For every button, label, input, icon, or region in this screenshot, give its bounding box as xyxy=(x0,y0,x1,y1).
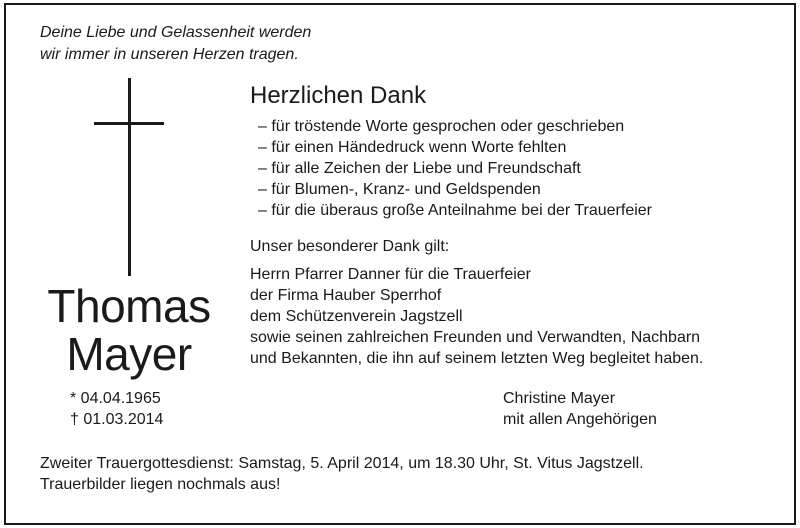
motto xyxy=(40,22,311,66)
life-dates xyxy=(70,388,163,430)
special-thanks-line: der Firma Hauber Sperrhof xyxy=(250,287,442,304)
birth-date: * 04.04.1965 xyxy=(70,390,161,407)
signature-line: mit allen Angehörigen xyxy=(503,411,657,428)
thanks-item: – für die überaus große Anteilnahme bei der Trauerfeier xyxy=(258,202,653,219)
service-notice xyxy=(40,453,644,495)
special-thanks-list xyxy=(250,264,703,369)
service-notice-line: Zweiter Trauergottesdienst: Samstag, 5. April 2014, um 18.30 Uhr, St. Vitus Jagstzell. xyxy=(40,455,644,472)
service-notice-line: Trauerbilder liegen nochmals aus! xyxy=(40,476,281,493)
special-thanks-line: und Bekannten, die ihn auf seinem letzten Weg begleitet haben. xyxy=(250,350,704,367)
first-name: Thomas xyxy=(47,280,211,332)
special-thanks-line: sowie seinen zahlreichen Freunden und Verwandten, Nachbarn xyxy=(250,329,701,346)
thanks-item: – für tröstende Worte gesprochen oder geschrieben xyxy=(258,118,625,135)
motto-line: Deine Liebe und Gelassenheit werden xyxy=(40,24,312,41)
death-date: † 01.03.2014 xyxy=(70,411,164,428)
cross-vertical-bar xyxy=(128,78,131,276)
thanks-item: – für einen Händedruck wenn Worte fehlten xyxy=(258,139,567,156)
special-thanks-line: Herrn Pfarrer Danner für die Trauerfeier xyxy=(250,266,531,283)
thanks-item: – für Blumen-, Kranz- und Geldspenden xyxy=(258,181,541,198)
thanks-list xyxy=(258,116,652,221)
thanks-item: – für alle Zeichen der Liebe und Freundschaft xyxy=(258,160,581,177)
deceased-name xyxy=(24,282,234,378)
last-name: Mayer xyxy=(66,328,192,380)
motto-line: wir immer in unseren Herzen tragen. xyxy=(40,46,299,63)
thanks-title: Herzlichen Dank xyxy=(250,82,427,109)
signature xyxy=(503,388,657,430)
cross-horizontal-bar xyxy=(94,122,164,125)
special-thanks-line: dem Schützenverein Jagstzell xyxy=(250,308,463,325)
signature-line: Christine Mayer xyxy=(503,390,616,407)
special-thanks-intro: Unser besonderer Dank gilt: xyxy=(250,238,450,255)
